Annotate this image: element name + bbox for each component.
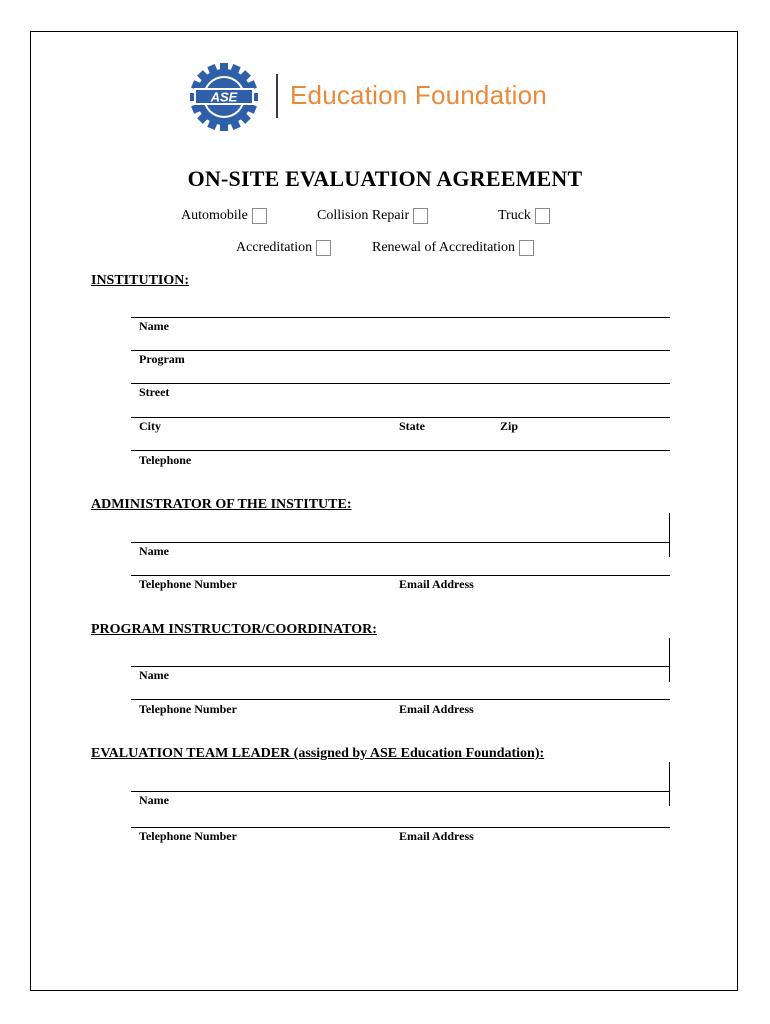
team-leader-telephone-label: Telephone Number	[139, 829, 237, 843]
collision-repair-checkbox[interactable]	[413, 208, 428, 224]
administrator-contact-line	[131, 575, 670, 576]
institution-city-line	[131, 417, 670, 418]
instructor-email-label: Email Address	[399, 702, 474, 716]
ase-logo	[189, 62, 589, 132]
instructor-field-border	[669, 638, 670, 682]
truck-checkbox[interactable]	[535, 208, 550, 224]
instructor-name-label: Name	[139, 668, 169, 682]
option-collision-repair-label: Collision Repair	[317, 208, 410, 223]
option-accreditation-label: Accreditation	[236, 240, 313, 255]
logo-text: Education Foundation	[290, 80, 547, 110]
option-truck-label: Truck	[498, 208, 531, 223]
option-truck	[498, 208, 550, 224]
administrator-name-line	[131, 542, 670, 543]
logo-divider	[276, 74, 278, 118]
institution-street-label: Street	[139, 385, 170, 399]
ase-mark-text: ASE	[210, 89, 238, 105]
institution-street-line	[131, 383, 670, 384]
institution-name-line	[131, 317, 670, 318]
instructor-name-line	[131, 666, 670, 667]
institution-program-line	[131, 350, 670, 351]
option-automobile	[181, 208, 267, 224]
ase-gear-icon	[189, 62, 259, 132]
institution-heading: INSTITUTION:	[91, 273, 190, 288]
team-leader-name-label: Name	[139, 793, 169, 807]
renewal-checkbox[interactable]	[519, 240, 534, 256]
option-renewal	[372, 240, 534, 256]
instructor-telephone-label: Telephone Number	[139, 702, 237, 716]
institution-state-label: State	[399, 419, 425, 433]
administrator-name-label: Name	[139, 544, 169, 558]
team-leader-email-label: Email Address	[399, 829, 474, 843]
team-leader-contact-line	[131, 827, 670, 828]
accreditation-checkbox[interactable]	[316, 240, 331, 256]
document-title: ON-SITE EVALUATION AGREEMENT	[187, 166, 583, 191]
team-leader-name-line	[131, 791, 670, 792]
team-leader-heading: EVALUATION TEAM LEADER (assigned by ASE Education Foundation):	[91, 746, 545, 761]
team-leader-field-border	[669, 762, 670, 806]
option-automobile-label: Automobile	[181, 208, 248, 223]
institution-telephone-label: Telephone	[139, 453, 192, 467]
institution-telephone-line	[131, 450, 670, 451]
instructor-contact-line	[131, 699, 670, 700]
option-accreditation	[236, 240, 331, 256]
institution-zip-label: Zip	[500, 419, 519, 433]
administrator-telephone-label: Telephone Number	[139, 577, 237, 591]
instructor-heading: PROGRAM INSTRUCTOR/COORDINATOR:	[91, 622, 377, 637]
institution-name-label: Name	[139, 319, 169, 333]
administrator-heading: ADMINISTRATOR OF THE INSTITUTE:	[91, 497, 352, 512]
document-page	[30, 31, 738, 991]
institution-city-label: City	[139, 419, 161, 433]
option-renewal-label: Renewal of Accreditation	[372, 240, 516, 255]
administrator-email-label: Email Address	[399, 577, 474, 591]
automobile-checkbox[interactable]	[252, 208, 267, 224]
option-collision-repair	[317, 208, 428, 224]
institution-program-label: Program	[139, 352, 185, 366]
administrator-field-border	[669, 513, 670, 557]
